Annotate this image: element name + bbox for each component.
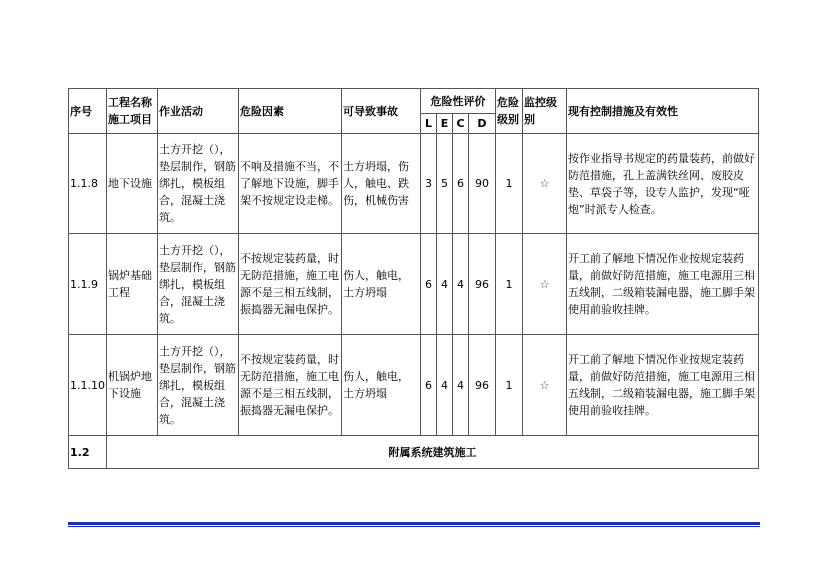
row-measures: 开工前了解地下情况作业按规定装药量，前做好防范措施，施工电源用三相五线制，二级箱装漏电器，施工脚手架使用前验收挂牌。 [567, 335, 759, 436]
monitor-star-icon: ☆ [523, 335, 567, 436]
row-l: 6 [421, 234, 437, 335]
risk-assessment-table [68, 88, 759, 469]
row-level: 1 [496, 335, 523, 436]
monitor-star-icon: ☆ [523, 234, 567, 335]
row-accident: 土方坍塌，伤人，触电、跌伤，机械伤害 [342, 134, 421, 234]
row-l: 3 [421, 134, 437, 234]
header-hazard: 危险因素 [239, 89, 342, 134]
row-c: 4 [453, 234, 469, 335]
row-level: 1 [496, 134, 523, 234]
monitor-star-icon: ☆ [523, 134, 567, 234]
section-row [69, 436, 759, 469]
header-d: D [469, 114, 496, 134]
row-seq: 1.1.10 [69, 335, 107, 436]
table-row [69, 234, 759, 335]
row-activity: 土方开挖（），垫层制作，钢筋绑扎，模板组合，混凝土浇筑。 [158, 335, 239, 436]
header-seq: 序号 [69, 89, 107, 134]
row-d: 90 [469, 134, 496, 234]
footer-divider-thin [68, 526, 760, 527]
row-seq: 1.1.8 [69, 134, 107, 234]
row-e: 5 [437, 134, 453, 234]
row-accident: 伤人，触电，土方坍塌 [342, 335, 421, 436]
row-activity: 土方开挖（），垫层制作，钢筋绑扎，模板组合，混凝土浇筑。 [158, 234, 239, 335]
row-e: 4 [437, 234, 453, 335]
row-activity: 土方开挖（），垫层制作，钢筋绑扎，模板组合，混凝土浇筑。 [158, 134, 239, 234]
row-level: 1 [496, 234, 523, 335]
row-measures: 按作业指导书规定的药量装药，前做好防范措施，孔上盖满铁丝网、废胶皮垫、草袋子等，设专人监护，发现“哑炮”时派专人检查。 [567, 134, 759, 234]
row-accident: 伤人，触电，土方坍塌 [342, 234, 421, 335]
footer-divider [68, 522, 760, 525]
header-e: E [437, 114, 453, 134]
header-measures: 现有控制措施及有效性 [567, 89, 759, 134]
row-project: 地下设施 [107, 134, 158, 234]
header-evaluation: 危险性评价 [421, 89, 496, 114]
row-project: 锅炉基础工程 [107, 234, 158, 335]
section-seq: 1.2 [69, 436, 107, 469]
table-row [69, 134, 759, 234]
row-hazard: 不按规定装药量，时无防范措施，施工电源不是三相五线制，振捣器无漏电保护。 [239, 335, 342, 436]
section-title: 附属系统建筑施工 [107, 436, 759, 469]
header-accident: 可导致事故 [342, 89, 421, 134]
header-l: L [421, 114, 437, 134]
header-activity: 作业活动 [158, 89, 239, 134]
header-monitor: 监控级别 [523, 89, 567, 134]
table-row [69, 335, 759, 436]
row-hazard: 不按规定装药量，时无防范措施，施工电源不是三相五线制，振捣器无漏电保护。 [239, 234, 342, 335]
row-e: 4 [437, 335, 453, 436]
row-project: 机锅炉地下设施 [107, 335, 158, 436]
row-c: 4 [453, 335, 469, 436]
header-level: 危险级别 [496, 89, 523, 134]
row-d: 96 [469, 234, 496, 335]
row-c: 6 [453, 134, 469, 234]
header-c: C [453, 114, 469, 134]
header-project: 工程名称施工项目 [107, 89, 158, 134]
row-d: 96 [469, 335, 496, 436]
row-hazard: 不响及措施不当，不了解地下设施，脚手架不按规定设走梯。 [239, 134, 342, 234]
header-row [69, 89, 759, 114]
row-measures: 开工前了解地下情况作业按规定装药量，前做好防范措施，施工电源用三相五线制，二级箱装漏电器，施工脚手架使用前验收挂牌。 [567, 234, 759, 335]
row-l: 6 [421, 335, 437, 436]
row-seq: 1.1.9 [69, 234, 107, 335]
